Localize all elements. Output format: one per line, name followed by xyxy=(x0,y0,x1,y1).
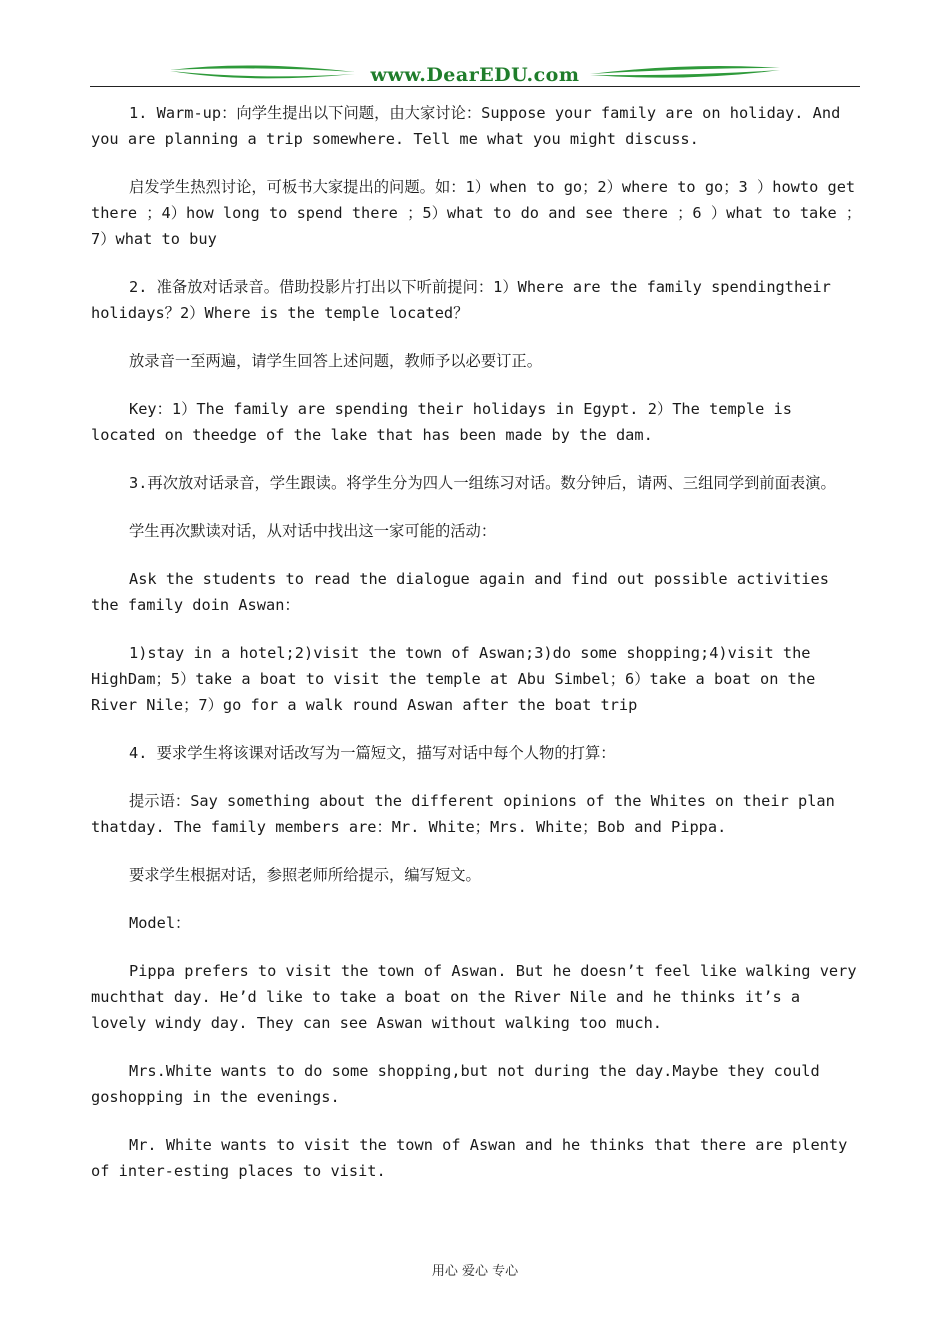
paragraph: 放录音一至两遍，请学生回答上述问题，教师予以必要订正。 xyxy=(129,352,543,370)
document-body xyxy=(91,100,866,1206)
paragraph: 2. 准备放对话录音。借助投影片打出以下听前提问：1）Where are the family spendingtheir holidays？2）Where is the temple located？ xyxy=(91,278,841,322)
paragraph: 4. 要求学生将该课对话改写为一篇短文，描写对话中每个人物的打算： xyxy=(129,744,616,762)
paragraph: Key：1）The family are spending their holidays in Egypt. 2）The temple is located on theedge of the lake that has been made by the dam. xyxy=(91,400,802,444)
paragraph: 1)stay in a hotel;2)visit the town of Aswan;3)do some shopping;4)visit the HighDam；5）take a boat to visit the temple at Abu Simbel；6）take a boat on the River Nile；7）go for a walk round Aswan after the boat trip xyxy=(91,644,825,714)
paragraph: 3.再次放对话录音，学生跟读。将学生分为四人一组练习对话。数分钟后，请两、三组同学到前面表演。 xyxy=(129,474,836,492)
paragraph: Mrs.White wants to do some shopping,but not during the day.Maybe they could goshopping in the evenings. xyxy=(91,1062,829,1106)
site-logo[interactable]: www.DearEDU.com xyxy=(370,64,580,86)
paragraph: Ask the students to read the dialogue again and find out possible activities the family doin Aswan： xyxy=(91,570,839,614)
paragraph: 要求学生根据对话，参照老师所给提示，编写短文。 xyxy=(129,866,481,884)
paragraph: 学生再次默读对话，从对话中找出这一家可能的活动： xyxy=(129,522,497,540)
paragraph: Mr. White wants to visit the town of Aswan and he thinks that there are plenty of inter-esting places to visit. xyxy=(91,1136,857,1180)
page-footer: 用心 爱心 专心 xyxy=(431,1264,519,1279)
header-divider xyxy=(90,86,860,87)
paragraph: Model： xyxy=(129,914,191,932)
paragraph: 提示语：Say something about the different opinions of the Whites on their plan thatday. The family members are：Mr. White；Mrs. White；Bob and Pippa. xyxy=(91,792,845,836)
site-header xyxy=(90,58,860,90)
paragraph: 1. Warm-up：向学生提出以下问题，由大家讨论：Suppose your family are on holiday. And you are planning a trip somewhere. Tell me what you might discuss. xyxy=(91,104,850,148)
paragraph: Pippa prefers to visit the town of Aswan. But he doesn’t feel like walking very muchthat day. He’d like to take a boat on the River Nile and he thinks it’s a lovely windy day. They can see Aswan without walking too much. xyxy=(91,962,866,1032)
paragraph: 启发学生热烈讨论，可板书大家提出的问题。如：1）when to go；2）where to go；3 ）howto get there ；4）how long to spend there ；5）what to do and see there ；6 ）what to take ；7）what to buy xyxy=(91,178,865,248)
